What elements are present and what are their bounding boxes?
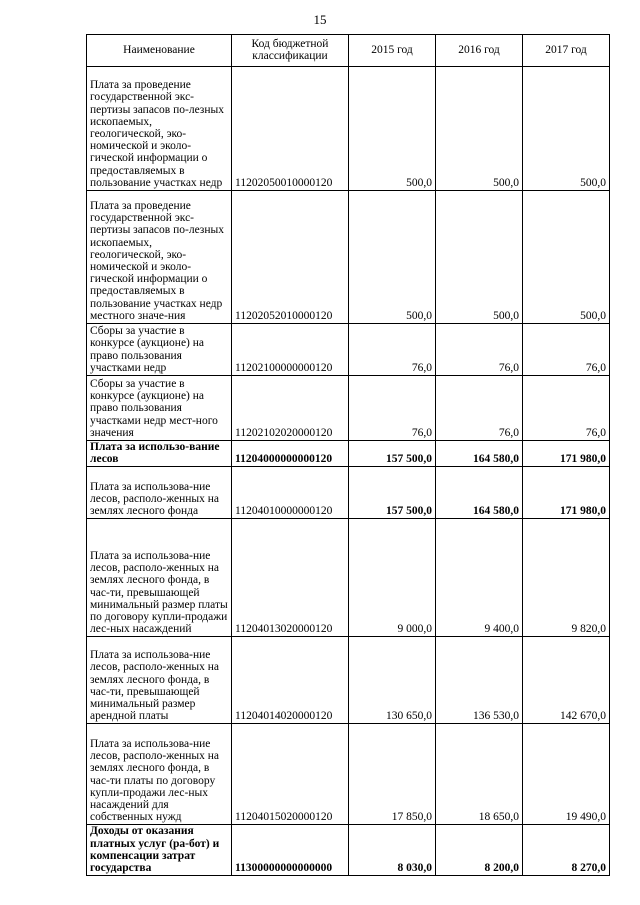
row-2017-cell: 171 980,0 <box>523 467 610 519</box>
table-row <box>87 67 610 191</box>
row-code-cell: 11202052010000120 <box>232 191 349 324</box>
row-2015-cell: 17 850,0 <box>349 724 436 825</box>
row-code-cell: 11202102020000120 <box>232 376 349 441</box>
table-row <box>87 825 610 876</box>
row-code-cell: 11300000000000000 <box>232 825 349 876</box>
row-2015-cell: 157 500,0 <box>349 467 436 519</box>
row-code-cell: 11202050010000120 <box>232 67 349 191</box>
row-2017-cell: 8 270,0 <box>523 825 610 876</box>
row-2017-cell: 76,0 <box>523 324 610 376</box>
row-2016-cell: 18 650,0 <box>436 724 523 825</box>
row-name-cell: Плата за использова-ние лесов, располо-женных на землях лесного фонда, в час-ти, превышающей минимальный размер арендной платы <box>87 637 232 724</box>
row-name-cell: Плата за использова-ние лесов, располо-женных на землях лесного фонда, в час-ти, превышающей минимальный размер платы по договору купли-продажи лес-ных насаждений <box>87 519 232 637</box>
table-row <box>87 191 610 324</box>
row-2016-cell: 136 530,0 <box>436 637 523 724</box>
row-2016-cell: 500,0 <box>436 191 523 324</box>
row-2016-cell: 164 580,0 <box>436 467 523 519</box>
row-2016-cell: 8 200,0 <box>436 825 523 876</box>
row-code-cell: 11204010000000120 <box>232 467 349 519</box>
table-row <box>87 441 610 467</box>
row-name-cell: Плата за использова-ние лесов, располо-женных на землях лесного фонда, в час-ти платы по договору купли-продажи лес-ных насаждений для собственных нужд <box>87 724 232 825</box>
table-body <box>87 67 610 876</box>
row-2016-cell: 76,0 <box>436 376 523 441</box>
row-2017-cell: 76,0 <box>523 376 610 441</box>
row-name-cell: Плата за проведение государственной экс-пертизы запасов по-лезных ископаемых, геологической, эко-номической и эколо-гической информации о предоставляемых в пользование участках недр <box>87 67 232 191</box>
row-2017-cell: 500,0 <box>523 67 610 191</box>
row-2015-cell: 130 650,0 <box>349 637 436 724</box>
row-name-cell: Сборы за участие в конкурсе (аукционе) на право пользования участками недр мест-ного значения <box>87 376 232 441</box>
table-row <box>87 724 610 825</box>
row-2016-cell: 500,0 <box>436 67 523 191</box>
row-name-cell: Плата за использо-вание лесов <box>87 441 232 467</box>
row-2016-cell: 9 400,0 <box>436 519 523 637</box>
row-name-cell: Плата за проведение государственной экс-пертизы запасов по-лезных ископаемых, геологической, эко-номической и эколо-гической информации о предоставляемых в пользование участках недр местного значе-ния <box>87 191 232 324</box>
row-code-cell: 11202100000000120 <box>232 324 349 376</box>
header-code: Код бюджетной классификации <box>232 35 349 67</box>
row-2017-cell: 142 670,0 <box>523 637 610 724</box>
header-2017: 2017 год <box>523 35 610 67</box>
row-2016-cell: 164 580,0 <box>436 441 523 467</box>
header-2015: 2015 год <box>349 35 436 67</box>
row-2015-cell: 76,0 <box>349 324 436 376</box>
budget-revenue-table <box>86 34 610 876</box>
row-2015-cell: 500,0 <box>349 191 436 324</box>
table-row <box>87 376 610 441</box>
row-2017-cell: 19 490,0 <box>523 724 610 825</box>
row-2015-cell: 9 000,0 <box>349 519 436 637</box>
row-2017-cell: 171 980,0 <box>523 441 610 467</box>
row-code-cell: 11204013020000120 <box>232 519 349 637</box>
row-name-cell: Плата за использова-ние лесов, располо-женных на землях лесного фонда <box>87 467 232 519</box>
row-code-cell: 11204000000000120 <box>232 441 349 467</box>
header-name: Наименование <box>87 35 232 67</box>
row-2015-cell: 500,0 <box>349 67 436 191</box>
table-row <box>87 324 610 376</box>
row-2015-cell: 8 030,0 <box>349 825 436 876</box>
header-2016: 2016 год <box>436 35 523 67</box>
table-row <box>87 637 610 724</box>
row-name-cell: Сборы за участие в конкурсе (аукционе) на право пользования участками недр <box>87 324 232 376</box>
row-2016-cell: 76,0 <box>436 324 523 376</box>
row-name-cell: Доходы от оказания платных услуг (ра-бот) и компенсации затрат государства <box>87 825 232 876</box>
table-row <box>87 519 610 637</box>
row-2015-cell: 157 500,0 <box>349 441 436 467</box>
row-code-cell: 11204014020000120 <box>232 637 349 724</box>
row-2017-cell: 9 820,0 <box>523 519 610 637</box>
table-header-row <box>87 35 610 67</box>
row-2015-cell: 76,0 <box>349 376 436 441</box>
page-number: 15 <box>313 12 327 27</box>
row-2017-cell: 500,0 <box>523 191 610 324</box>
row-code-cell: 11204015020000120 <box>232 724 349 825</box>
table-row <box>87 467 610 519</box>
